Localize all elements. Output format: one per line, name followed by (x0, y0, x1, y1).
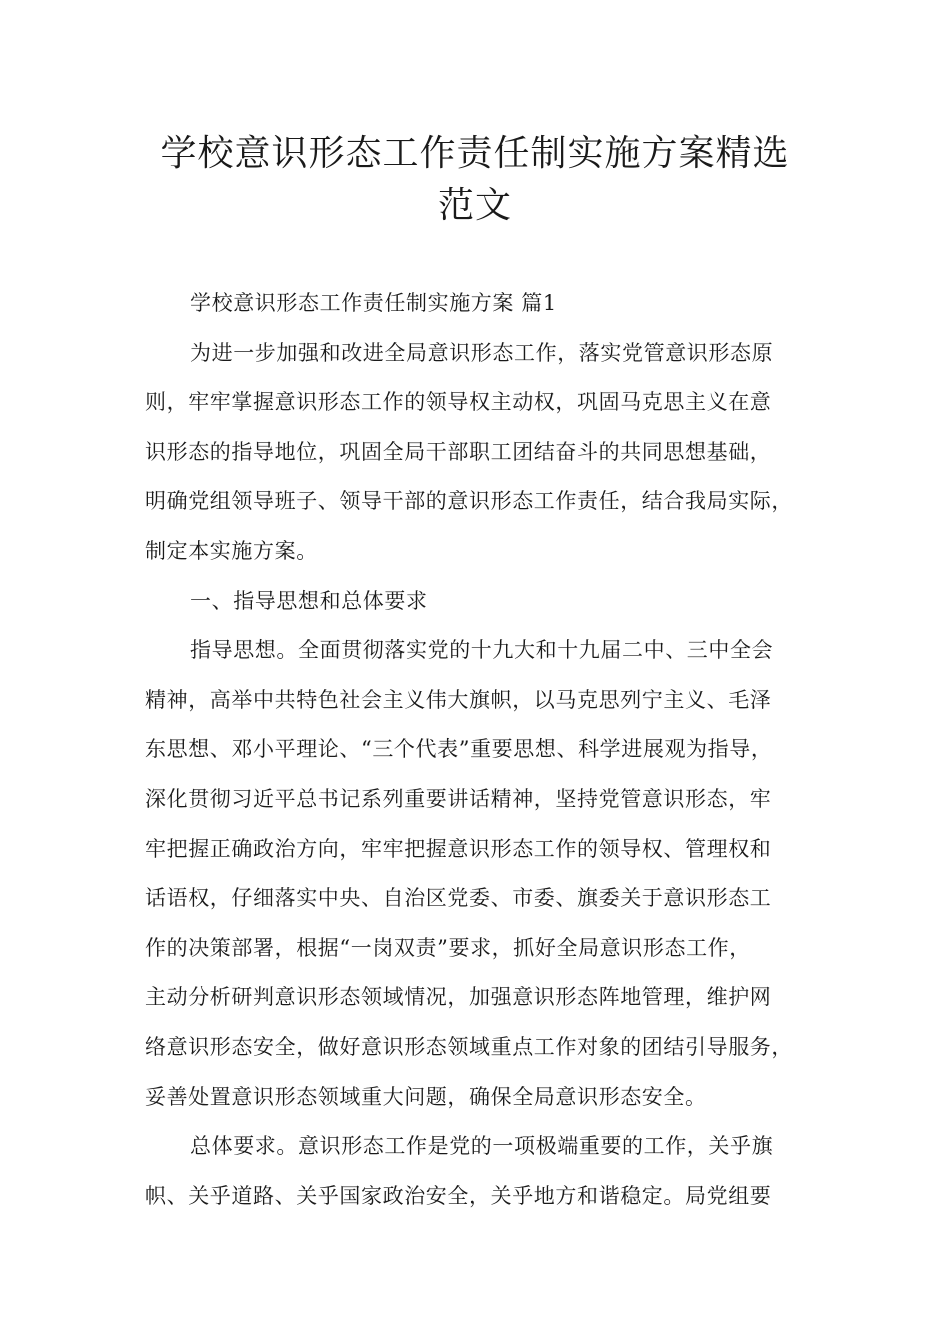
text-line: 东思想、邓小平理论、“三个代表”重要思想、科学进展观为指导， (145, 737, 773, 762)
paragraph-subtitle (145, 279, 815, 329)
text-line: 络意识形态安全，做好意识形态领域重点工作对象的团结引导服务， (145, 1034, 793, 1059)
text-line: 话语权，仔细落实中央、自治区党委、市委、旗委关于意识形态工 (145, 886, 772, 911)
text-line: 一、指导思想和总体要求 (190, 588, 428, 613)
document-body (145, 279, 815, 1221)
text-line: 指导思想。全面贯彻落实党的十九大和十九届二中、三中全会 (190, 638, 774, 663)
paragraph-general-requirements (145, 1122, 815, 1221)
text-line: 作的决策部署，根据“一岗双责”要求，抓好全局意识形态工作， (145, 935, 751, 960)
text-line: 主动分析研判意识形态领域情况，加强意识形态阵地管理，维护网 (145, 985, 772, 1010)
text-line: 帜、关乎道路、关乎国家政治安全，关乎地方和谐稳定。局党组要 (145, 1183, 772, 1208)
paragraph-guiding-thought (145, 626, 815, 1122)
title-line-1: 学校意识形态工作责任制实施方案精选 (160, 133, 790, 174)
text-line: 制定本实施方案。 (145, 538, 318, 563)
text-line: 精神，高举中共特色社会主义伟大旗帜，以马克思列宁主义、毛泽 (145, 687, 772, 712)
document-title (130, 128, 820, 232)
section-heading (145, 577, 815, 627)
text-line: 明确党组领导班子、领导干部的意识形态工作责任，结合我局实际， (145, 489, 793, 514)
title-line-2: 范文 (437, 185, 512, 226)
text-line: 则，牢牢掌握意识形态工作的领导权主动权，巩固马克思主义在意 (145, 390, 772, 415)
text-line: 识形态的指导地位，巩固全局干部职工团结奋斗的共同思想基础， (145, 439, 772, 464)
text-line: 妥善处置意识形态领域重大问题，确保全局意识形态安全。 (145, 1084, 707, 1109)
text-line: 总体要求。意识形态工作是党的一项极端重要的工作，关乎旗 (190, 1134, 774, 1159)
text-line: 牢把握正确政治方向，牢牢把握意识形态工作的领导权、管理权和 (145, 836, 772, 861)
text-line: 为进一步加强和改进全局意识形态工作，落实党管意识形态原 (190, 340, 774, 365)
paragraph-intro (145, 329, 815, 577)
text-line: 学校意识形态工作责任制实施方案 篇1 (190, 291, 557, 315)
text-line: 深化贯彻习近平总书记系列重要讲话精神，坚持党管意识形态，牢 (145, 786, 772, 811)
